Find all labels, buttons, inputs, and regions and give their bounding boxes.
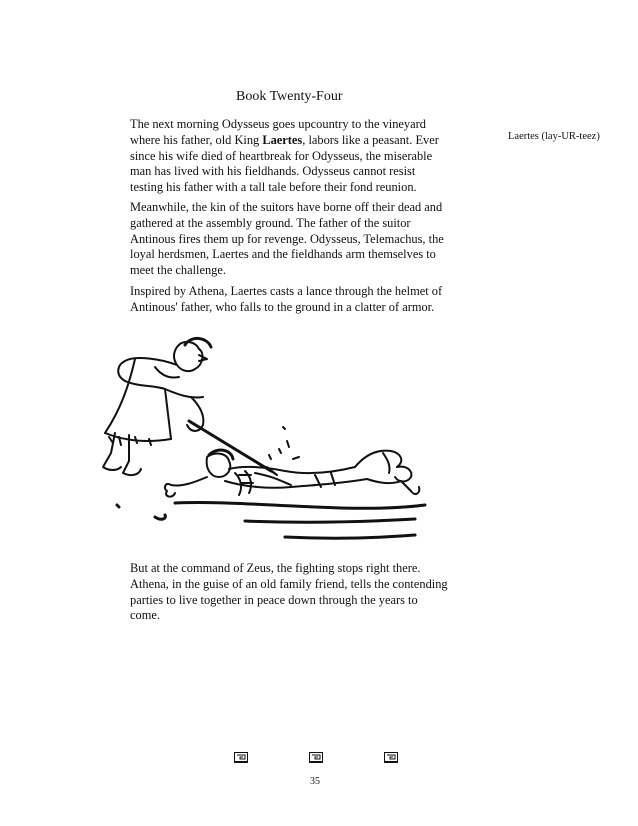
laertes-figure	[103, 338, 211, 475]
paragraph-1-text-start: The next morning Odysseus goes upcountry to the vineyard where his father, old King	[130, 117, 426, 147]
laertes-name: Laertes	[262, 132, 303, 147]
meander-square-icon	[234, 752, 248, 763]
page-title: Book Twenty-Four	[236, 89, 343, 104]
paragraph-2: Meanwhile, the kin of the suitors have borne off their dead and gathered at the assembly ground. The father of the suitor Antinous fires them up for revenge. Odysseus, Telemachus, the loyal herdsmen, Laertes and the fieldhands arm themselves to meet the challenge.	[130, 200, 444, 278]
page-number: 35	[310, 776, 320, 787]
pronunciation-note: Laertes (lay-UR-teez)	[508, 131, 600, 142]
ground-shadow	[117, 502, 425, 538]
laertes-lance-illustration	[95, 325, 435, 555]
meander-square-icon	[309, 752, 323, 763]
paragraph-4: But at the command of Zeus, the fighting stops right there. Athena, in the guise of an old family friend, tells the contending parties to live together in peace down through the years to come.	[130, 561, 448, 623]
paragraph-1-text-end: , labors like a peasant. Ever since his wife died of heartbreak for Odysseus, the miserable man has lived with his fieldhands. Odysseus cannot resist testing his father with a tall tale before their fond reunion.	[130, 132, 439, 195]
paragraph-3: Inspired by Athena, Laertes casts a lance through the helmet of Antinous' father, who falls to the ground in a clatter of armor.	[130, 284, 443, 314]
impact-splatter	[269, 427, 299, 459]
fallen-figure	[165, 450, 419, 497]
meander-square-icon	[384, 752, 398, 763]
paragraph-1	[130, 117, 450, 196]
